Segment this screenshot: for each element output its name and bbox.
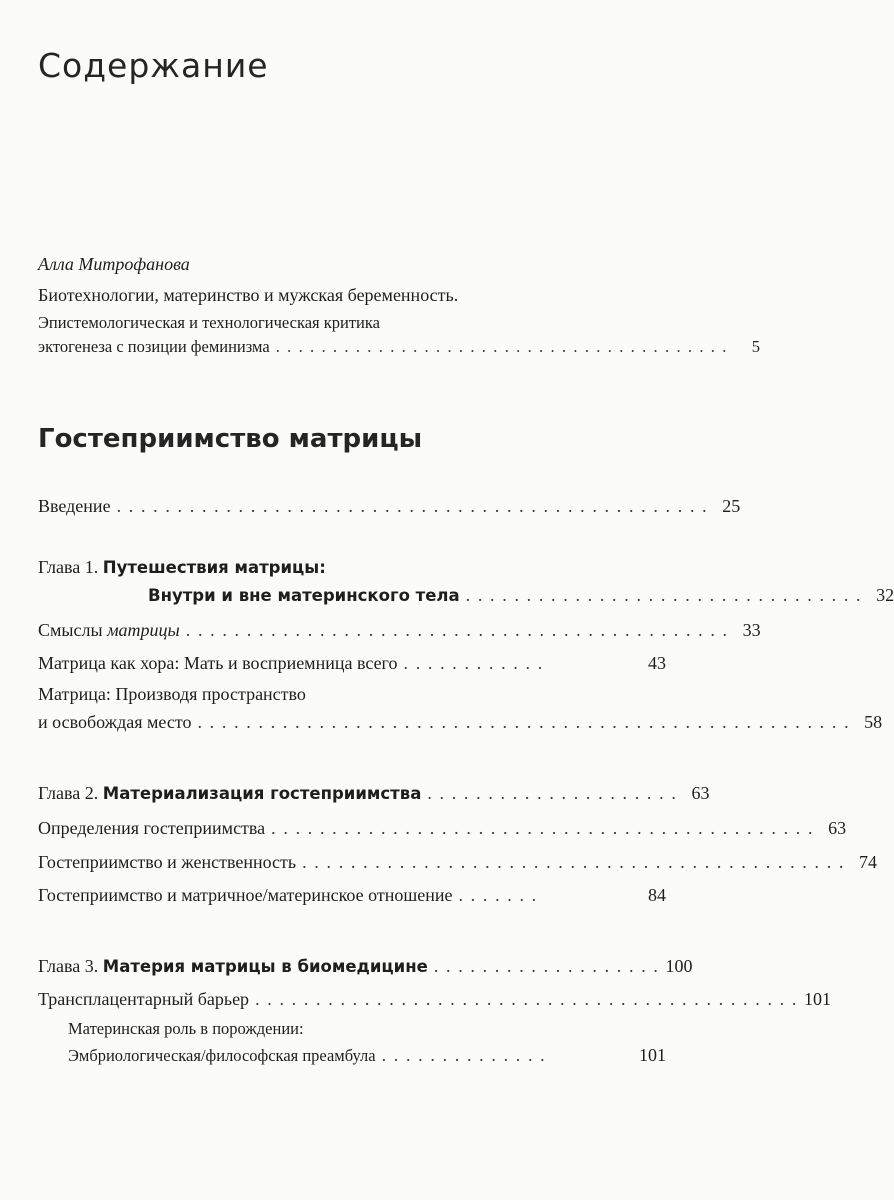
chapter3-entry [38, 956, 693, 977]
section-label: Определения гостеприимства [38, 818, 266, 838]
chapter3-section-1 [38, 989, 831, 1010]
chapter2-section-1 [38, 818, 847, 839]
chapter1-section-1 [38, 620, 761, 641]
essay-title: Биотехнологии, материнство и мужская беременность. [38, 285, 459, 305]
dot-leader: . . . . . . . . . . . . [403, 653, 544, 673]
page-number: 32 [876, 585, 894, 605]
chapter1-section-3-line1: Матрица: Производя пространство [38, 684, 306, 704]
dot-leader: . . . . . . . . . . . . . . . . . . . . . . . . . . . . . . . . . . . . . . . . . . . . . . . . . [116, 496, 709, 516]
chapter1-title-line2: Внутри и вне материнского тела [148, 586, 460, 605]
page-number: 74 [859, 852, 878, 872]
page-number: 101 [639, 1045, 666, 1065]
chapter1-section-3 [38, 712, 883, 733]
chapter2-section-2 [38, 852, 878, 873]
intro-entry [38, 496, 741, 517]
contents-heading: Содержание [38, 46, 269, 85]
page-number: 63 [691, 783, 710, 803]
section-label: Матрица как хора: Мать и восприемница всего [38, 653, 398, 673]
dot-leader: . . . . . . . [458, 885, 538, 905]
essay-author: Алла Митрофанова [38, 254, 190, 274]
chapter3-section-2 [68, 1045, 666, 1066]
dot-leader: . . . . . . . . . . . . . . [381, 1045, 547, 1065]
section-label: Гостеприимство и женственность [38, 852, 297, 872]
section-label: Трансплацентарный барьер [38, 989, 250, 1009]
page-number: 43 [648, 653, 666, 673]
chapter2-entry [38, 783, 710, 804]
page-number: 101 [803, 989, 831, 1009]
chapter1-title-line1: Путешествия матрицы: [102, 558, 326, 577]
chapter2-title: Материализация гостеприимства [102, 784, 422, 803]
chapter3-section-2-line1: Материнская роль в порождении: [68, 1019, 304, 1038]
dot-leader: . . . . . . . . . . . . . . . . . . . [433, 956, 660, 976]
part-title: Гостеприимство матрицы [38, 424, 423, 454]
chapter3-prefix: Глава 3. [38, 956, 103, 976]
page-number: 33 [742, 620, 761, 640]
chapter1-entry [148, 585, 894, 606]
section-label-italic: матрицы [107, 620, 180, 640]
chapter2-section-3 [38, 885, 666, 906]
section-label: Гостеприимство и матричное/материнское отношение [38, 885, 453, 905]
chapter1-prefix: Глава 1. [38, 557, 103, 577]
dot-leader: . . . . . . . . . . . . . . . . . . . . . . . . . . . . . . . . . . . . . . . . . . . . . . . . . . . . . . [197, 712, 851, 732]
dot-leader: . . . . . . . . . . . . . . . . . . . . . [427, 783, 678, 803]
page-number: 5 [751, 337, 760, 356]
dot-leader: . . . . . . . . . . . . . . . . . . . . . . . . . . . . . . . . . . . . . . . . . . . . . [271, 818, 815, 838]
section-label: Смыслы [38, 620, 108, 640]
page-number: 100 [665, 956, 693, 976]
essay-entry [38, 337, 760, 357]
page-number: 84 [648, 885, 666, 905]
chapter1-section-2 [38, 653, 666, 674]
chapter2-prefix: Глава 2. [38, 783, 103, 803]
dot-leader: . . . . . . . . . . . . . . . . . . . . . . . . . . . . . . . . . . . . . . . . . . . . . [185, 620, 729, 640]
page-number: 58 [864, 712, 883, 732]
dot-leader: . . . . . . . . . . . . . . . . . . . . . . . . . . . . . . . . . . . . . . . . . . . . . [255, 989, 798, 1009]
section-label: Эмбриологическая/философская преамбула [68, 1046, 376, 1065]
chapter3-title: Материя матрицы в биомедицине [102, 957, 428, 976]
dot-leader: . . . . . . . . . . . . . . . . . . . . . . . . . . . . . . . . . [465, 585, 863, 605]
section-label: и освобождая место [38, 712, 192, 732]
intro-label: Введение [38, 496, 111, 516]
page-number: 63 [828, 818, 847, 838]
essay-subtitle-line1: Эпистемологическая и технологическая критика [38, 313, 380, 332]
essay-subtitle-line2: эктогенеза с позиции феминизма [38, 337, 270, 356]
dot-leader: . . . . . . . . . . . . . . . . . . . . . . . . . . . . . . . . . . . . . . . . [275, 337, 728, 356]
dot-leader: . . . . . . . . . . . . . . . . . . . . . . . . . . . . . . . . . . . . . . . . . . . . . [302, 852, 846, 872]
chapter1-heading-line1 [38, 557, 326, 578]
page-number: 25 [722, 496, 741, 516]
